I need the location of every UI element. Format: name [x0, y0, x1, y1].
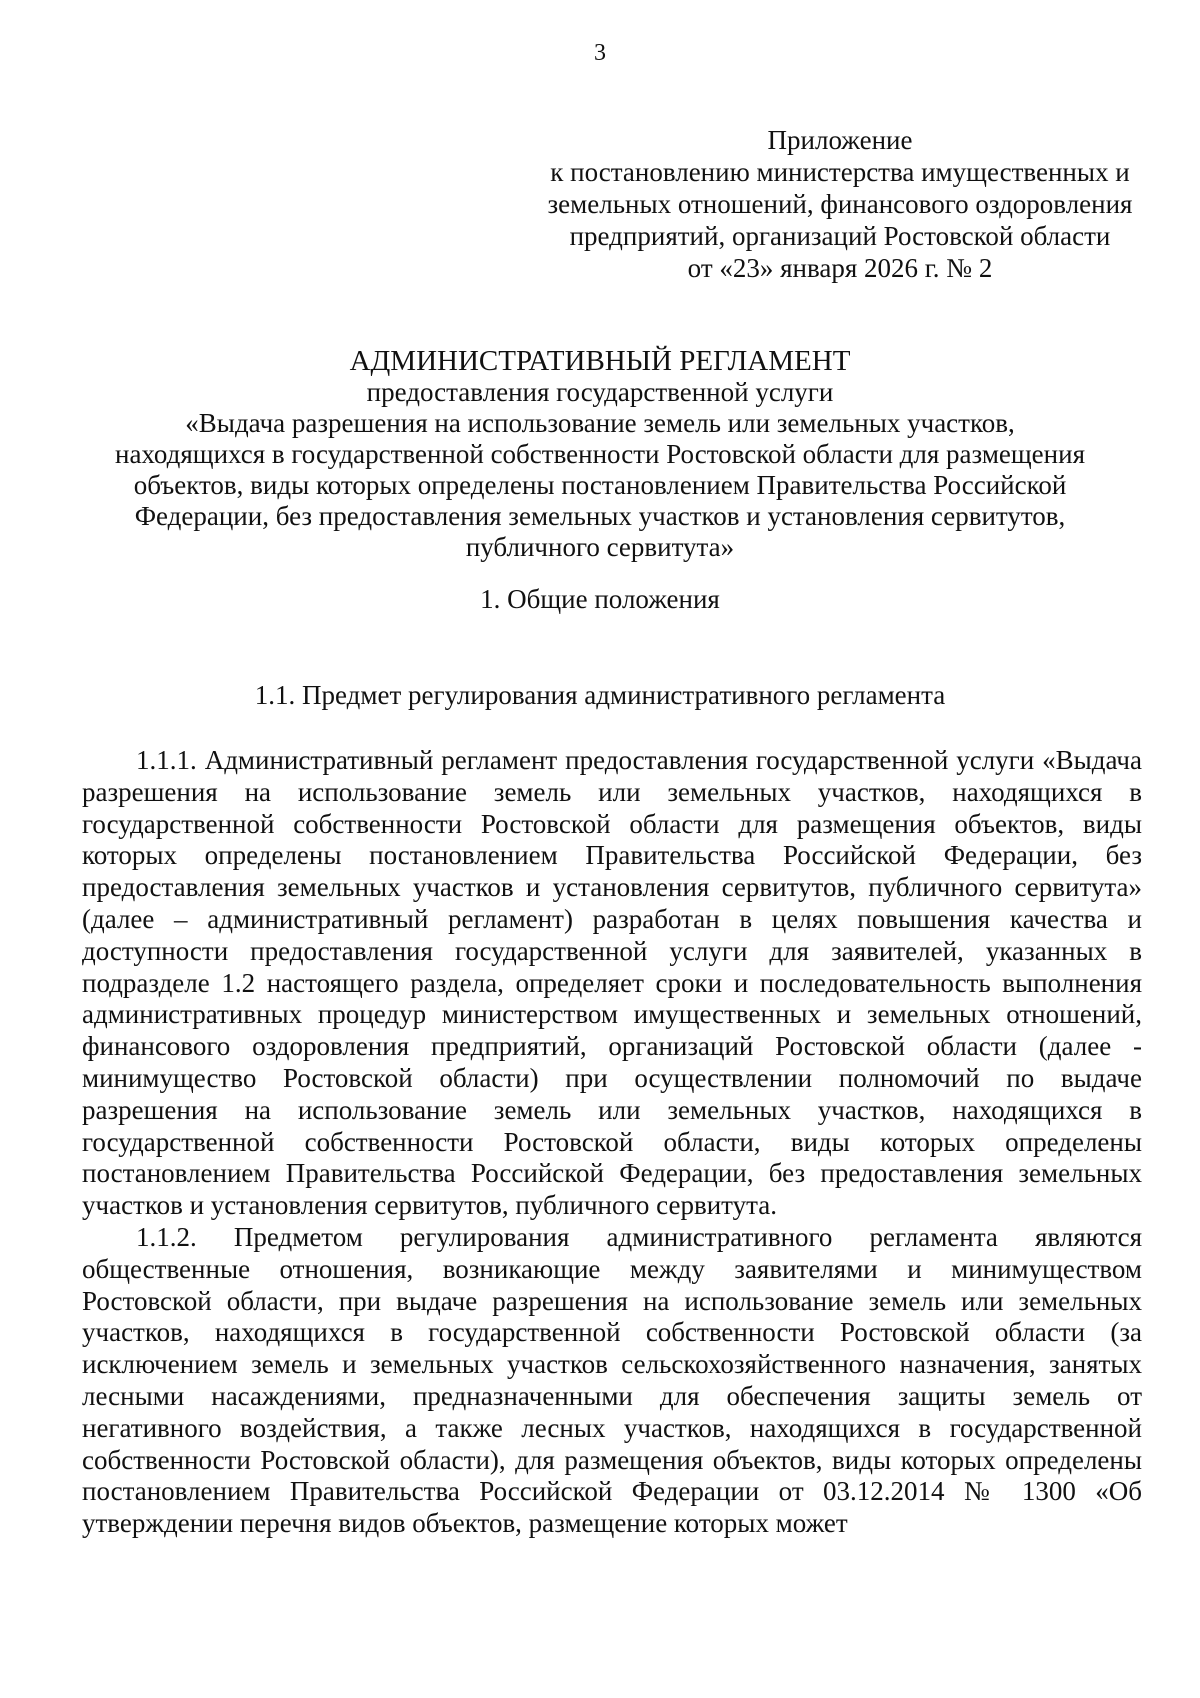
- subtitle-line: объектов, виды которых определены постановлением Правительства Российской: [133, 470, 1067, 500]
- document-title-block: [0, 345, 1200, 563]
- paragraph-1-1-2: 1.1.2. Предметом регулирования административного регламента являются общественные отношения, возникающие между заявителями и минимуществом Ростовской области, при выдаче разрешения на использование земель или земельных участков, находящихся в государственной собственности Ростовской области (за исключением земель и земельных участков сельскохозяйственного назначения, занятых лесными насаждениями, предназначенными для обеспечения защиты земель от негативного воздействия, а также лесных участков, находящихся в государственной собственности Ростовской области), для размещения объектов, виды которых определены постановлением Правительства Российской Федерации от 03.12.2014 № 1300 «Об утверждении перечня видов объектов, размещение которых может: [82, 1221, 1142, 1539]
- paragraph-1-1-1: 1.1.1. Административный регламент предоставления государственной услуги «Выдача разрешения на использование земель или земельных участков, находящихся в государственной собственности Ростовской области для размещения объектов, виды которых определены постановлением Правительства Российской Федерации, без предоставления земельных участков и установления сервитутов, публичного сервитута» (далее – административный регламент) разработан в целях повышения качества и доступности предоставления государственной услуги для заявителей, указанных в подразделе 1.2 настоящего раздела, определяет сроки и последовательность выполнения административных процедур министерством имущественных и земельных отношений, финансового оздоровления предприятий, организаций Ростовской области (далее - минимущество Ростовской области) при осуществлении полномочий по выдаче разрешения на использование земель или земельных участков, находящихся в государственной собственности Ростовской области, виды которых определены постановлением Правительства Российской Федерации, без предоставления земельных участков и установления сервитутов, публичного сервитута.: [82, 745, 1142, 1221]
- page-number: 3: [594, 40, 606, 66]
- document-subtitle: [0, 377, 1200, 563]
- subsection-heading: 1.1. Предмет регулирования административного регламента: [254, 680, 946, 710]
- appendix-line: предприятий, организаций Ростовской области: [569, 221, 1111, 251]
- subtitle-line: находящихся в государственной собственности Ростовской области для размещения: [115, 439, 1085, 469]
- subtitle-line: «Выдача разрешения на использование земель или земельных участков,: [185, 408, 1015, 438]
- subtitle-line: публичного сервитута»: [465, 532, 735, 562]
- document-title: АДМИНИСТРАТИВНЫЙ РЕГЛАМЕНТ: [349, 345, 851, 377]
- subtitle-line: Федерации, без предоставления земельных участков и установления сервитутов,: [134, 501, 1066, 531]
- appendix-date-line: от «23» января 2026 г. № 2: [687, 253, 993, 283]
- subtitle-line: предоставления государственной услуги: [366, 377, 834, 407]
- appendix-stamp: [520, 124, 1160, 284]
- appendix-line: земельных отношений, финансового оздоровления: [547, 189, 1133, 219]
- document-body: [82, 745, 1142, 1540]
- appendix-label: Приложение: [767, 125, 913, 155]
- section-heading: 1. Общие положения: [480, 584, 720, 614]
- appendix-line: к постановлению министерства имущественных и: [550, 157, 1130, 187]
